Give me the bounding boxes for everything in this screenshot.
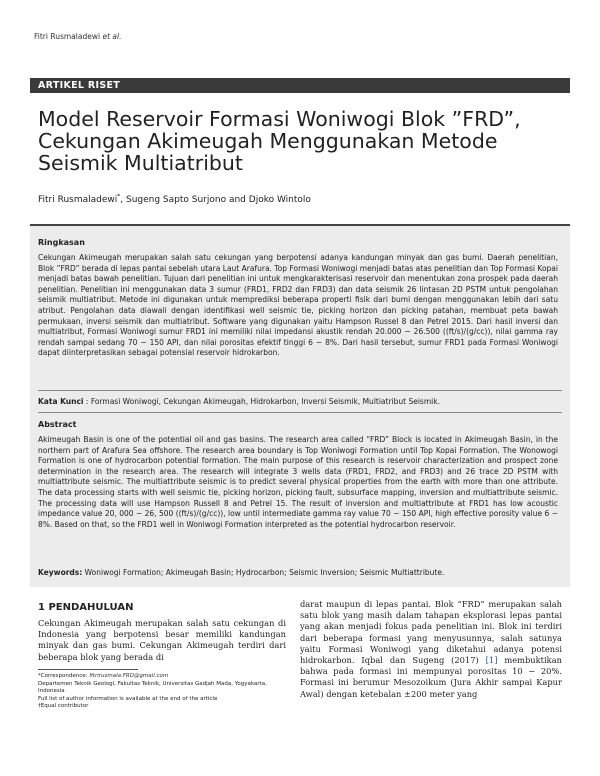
paper-title: Model Reservoir Formasi Woniwogi Blok ”FRD”, Cekungan Akimeugah Menggunakan Metode Seismik Multiatribut: [38, 107, 521, 175]
article-type-banner: [30, 78, 570, 93]
author-list: Fitri Rusmaladewi*, Sugeng Sapto Surjono and Djoko Wintolo: [38, 193, 311, 205]
citation-link[interactable]: [1]: [485, 655, 498, 666]
abstract-heading: Abstract: [38, 420, 77, 429]
banner-label: ARTIKEL RISET: [38, 80, 121, 91]
abstract-divider: [38, 390, 562, 391]
abstract-divider-2: [38, 412, 562, 413]
kata-kunci: Kata Kunci : Formasi Woniwogi, Cekungan Akimeugah, Hidrokarbon, Inversi Seismik, Multiatribut Seismik.: [38, 397, 440, 406]
body-text-right: darat maupun di lepas pantai. Blok “FRD” merupakan salah satu blok yang masih dalam tahapan eksplorasi lepas pantai yang akan menjadi fokus pada penelitian ini. Blok ini terdiri dari beberapa formasi yang menyusunnya, salah satunya yaitu Formasi Woniwogi yang diketahui adanya potensi hidrokarbon. Iqbal dan Sugeng (2017) [1] membuktikan bahwa pada formasi ini mempunyai porositas 10 − 20%. Formasi ini berumur Mesozoikum (Jura Akhir sampai Kapur Awal) dengan ketebalan ±200 meter yang: [300, 599, 562, 699]
footnotes: *Correspondence: fitrirusmala.FRD@gmail.com Departemen Teknik Geologi, Fakultas Teknik, Universitas Gadjah Mada, Yogyakarta, Indonesia Full list of author information is available at the end of the article †Equal contributor: [38, 673, 267, 710]
running-head: Fitri Rusmaladewi et al.: [34, 32, 122, 41]
ringkasan-heading: Ringkasan: [38, 238, 85, 247]
footnote-rule: [38, 669, 138, 670]
body-text-left: Cekungan Akimeugah merupakan salah satu cekungan di Indonesia yang berpotensi besar memiliki kandungan minyak dan gas bumi. Cekungan Akimeugah terdiri dari beberapa blok yang berada di: [38, 618, 286, 662]
keywords: Keywords: Woniwogi Formation; Akimeugah Basin; Hydrocarbon; Seismic Inversion; Seismic Multiattribute.: [38, 568, 445, 577]
section-heading-pendahuluan: 1 PENDAHULUAN: [38, 602, 134, 613]
correspondence-email[interactable]: fitrirusmala.FRD@gmail.com: [89, 673, 169, 679]
abstract-text: Akimeugah Basin is one of the potential oil and gas basins. The research area called “FRD” Block is located in Akimeugah Basin, in the northern part of Arafura Sea offshore. The research area boundary is Top Woniwogi Formation until Top Kopai Formation. The Wonowogi Formation is one of hydrocarbon potential formation. The main purpose of this research is reservoir characterization and prospect zone determination in the research area. The research will integrate 3 wells data (FRD1, FRD2, and FRD3) and 26 trace 2D PSTM with multiattribute seismic. The multiattribute seismic is to predict several physical properties from the earth with more than one attribute. The data processing starts with well seismic tie, picking horizon, picking fault, subsurface mapping, inversion and multiattribute seismic. The processing data will use Hampson Russell 8 and Petrel 15. The result of inversion and multiattribute at FRD1 has low acoustic impedance value 20, 000 − 26, 500 ((ft/s)/(g/cc)), low until intermediate gamma ray value 70 − 150 API, high effective porosity value 6 − 8%. Based on that, so the FRD1 well in Woniwogi Formation interpreted as the potential hydrocarbon reservoir.: [38, 435, 558, 529]
ringkasan-text: Cekungan Akimeugah merupakan salah satu cekungan yang berpotensi adanya kandungan minyak dan gas bumi. Daerah penelitian, Blok ”FRD” berada di lepas pantai sebelah utara Laut Arafura. Top Formasi Woniwogi menjadi batas atas penelitian dan Top Formasi Kopai menjadi batas bawah penelitian. Tujuan dari penelitian ini untuk mengkarakterisasi reservoir dan menentukan zona prospek pada daerah penelitian. Penelitian ini menggunakan data 3 sumur (FRD1, FRD2 dan FRD3) dan data seismik 26 lintasan 2D PSTM untuk pengolahan seismik multiatribut. Metode ini digunakan untuk memprediksi beberapa properti fisik dari bumi dengan menggunakan lebih dari satu atribut. Pengolahan data diawali dengan identifikasi well seismic tie, picking horizon dan picking patahan, membuat peta bawah permukaan, inversi seismik dan multiatribut. Software yang digunakan yaitu Hampson Russel 8 dan Petrel 2015. Dari hasil inversi dan multiatribut, Formasi Woniwogi sumur FRD1 ini memiliki nilai impedansi akustik rendah 20.000 − 26.500 ((ft/s)/(g/cc)), nilai gamma ray rendah sampai sedang 70 − 150 API, dan nilai porositas efektif tinggi 6 − 8%. Dari hasil tersebut, sumur FRD1 pada Formasi Woniwogi dapat diinterpretasikan sebagai potensial reservoir hidrokarbon.: [38, 253, 558, 358]
abstract-top-rule: [30, 224, 570, 226]
